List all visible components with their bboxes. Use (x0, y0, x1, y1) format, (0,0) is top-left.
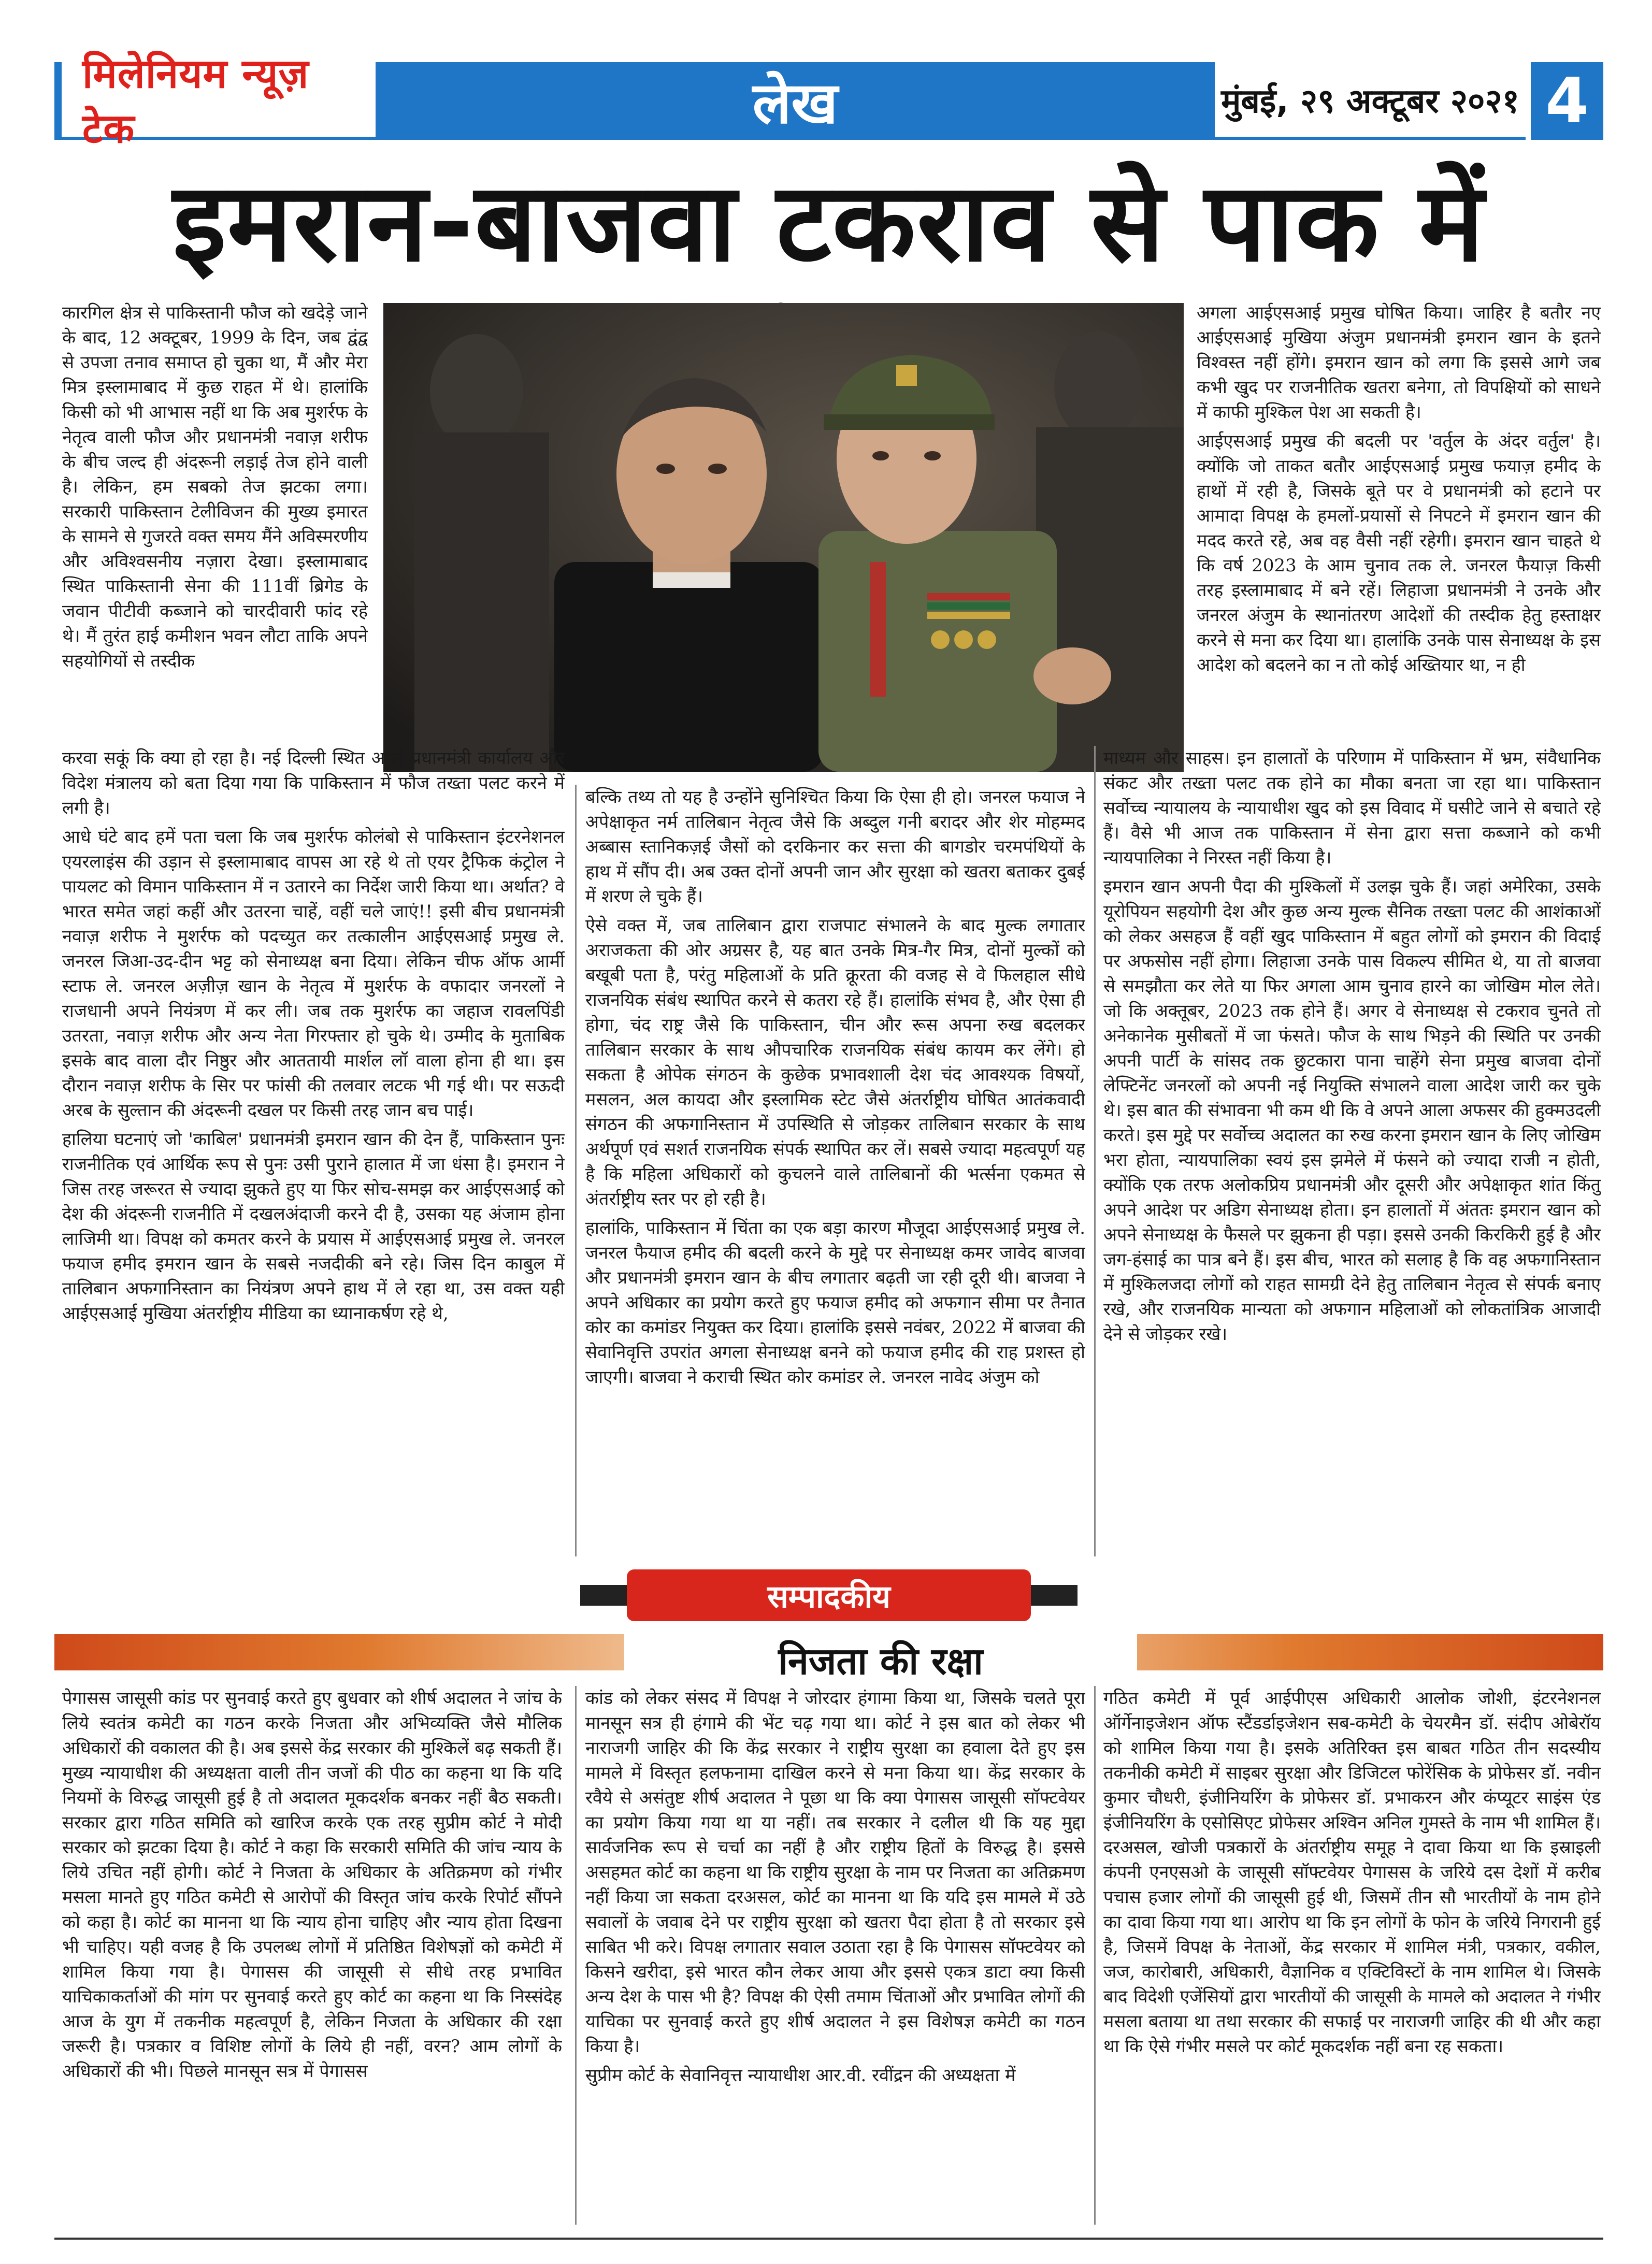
article-column-3-top (1197, 300, 1601, 751)
column-divider (575, 785, 577, 1556)
brand-name: मिलेनियम न्यूज़ टेक (82, 51, 309, 152)
label-bar (1026, 1585, 1078, 1606)
editorial-pill (627, 1569, 1031, 1621)
paragraph: बल्कि तथ्य तो यह है उन्होंने सुनिश्चित किया कि ऐसा ही हो। जनरल फयाज ने अपेक्षाकृत नर्म तालिबान नेतृत्व जैसे कि अब्दुल गनी बरादर और शेर मोहम्मद अब्बास स्तानिकज़ई जैसों को दरकिनार कर सत्ता की बागडोर चरमपंथियों के हाथ में सौंप दी। अब उक्त दोनों अपनी जान और सुरक्षा को खतरा बताकर दुबई में शरण ले चुके हैं। (585, 787, 1085, 907)
paragraph: कारगिल क्षेत्र से पाकिस्तानी फौज को खदेड़े जाने के बाद, 12 अक्टूबर, 1999 के दिन, जब द्वंद्व से उपजा तनाव समाप्त हो चुका था, मैं और मेरा मित्र इस्लामाबाद में कुछ राहत में थे। हालांकि किसी को भी आभास नहीं था कि अब मुशर्रफ के नेतृत्व वाली फौज और प्रधानमंत्री नवाज़ शरीफ के बीच जल्द ही अंदरूनी लड़ाई तेज होने वाली है। लेकिन, हम सबको तेज झटका लगा। सरकारी पाकिस्तान टेलीविजन की मुख्य इमारत के सामने से गुजरते वक्त समय मैंने अविस्मरणीय और अविश्वसनीय नज़ारा देखा। इस्लामाबाद स्थित पाकिस्तानी सेना की 111वीं ब्रिगेड के जवान पीटीवी कब्जाने को चारदीवारी फांद रहे थे। मैं तुरंत हाई कमीशन भवन लौटा ताकि अपने सहयोगियों से तस्दीक (62, 302, 368, 671)
paragraph: इमरान खान अपनी पैदा की मुश्किलों में उलझ चुके हैं। जहां अमेरिका, उसके यूरोपियन सहयोगी देश और कुछ अन्य मुल्क सैनिक तख्ता पलट की आशंकाओं को लेकर असहज हैं वहीं खुद पाकिस्तान में बहुत लोगों को इमरान की विदाई पर अफसोस नहीं होगा। लिहाजा उनके पास विकल्प सीमित थे, या तो बाजवा से समझौता कर लेते या फिर अगला आम चुनाव हारने का जोखिम मोल लेते। जो कि अक्तूबर, 2023 तक होने हैं। अगर वे सेनाध्यक्ष से टकराव चुनते तो अनेकानेक मुसीबतों में जा फंसते। फौज के साथ भिड़ने की स्थिति पर उनकी अपनी पार्टी के सांसद तक छुटकारा पाना चाहेंगे सेना प्रमुख बाजवा दोनों लेफ्टिनेंट जनरलों को अपनी नई नियुक्ति संभालने वाला आदेश जारी कर चुके थे। इस बात की संभावना भी कम थी कि वे अपने आला अफसर की हुक्मउदली करते। इस मुद्दे पर सर्वोच्च अदालत का रुख करना इमरान खान के लिए जोखिम भरा होता, न्यायपालिका स्वयं इस झमेले में फंसने को ज्यादा राजी न होती, क्योंकि एक तरफ अलोकप्रिय प्रधानमंत्री और दूसरी और अपेक्षाकृत शांत किंतु अपने आदेश पर अडिग सेनाध्यक्ष होता। इन हालातों में अंततः इमरान खान को अपने सेनाध्यक्ष के फैसले पर झुकना ही पड़ा। इससे उनकी किरकिरी हुई है और जग-हंसाई का पात्र बने हैं। इस बीच, भारत को सलाह है कि वह अफगानिस्तान में मुश्किलजदा लोगों को राहत सामग्री देने हेतु तालिबान नेतृत्व से संपर्क बनाए रखे, और राजनयिक मान्यता को अफगान महिलाओं को लोकतांत्रिक आजादी देने से जोड़कर रखे। (1103, 876, 1601, 1345)
dateline (1215, 62, 1526, 140)
article-column-1-bottom (62, 746, 565, 1559)
article-column-1-top (62, 300, 368, 746)
editorial-title-box (624, 1634, 1137, 1686)
editorial-column-3 (1103, 1686, 1601, 2225)
editorial-column-2 (585, 1686, 1085, 2225)
paragraph: माध्यम और साहस। इन हालातों के परिणाम में पाकिस्तान में भ्रम, संवैधानिक संकट और तख्ता पलट तक होने का मौका बनता जा रहा था। पाकिस्तान सर्वोच्च न्यायालय के न्यायाधीश खुद को इस विवाद में घसीटे जाने से बचाते रहे हैं। वैसे भी आज तक पाकिस्तान में सेना द्वारा सत्ता कब्जाने को कभी न्यायपालिका ने निरस्त नहीं किया है। (1103, 748, 1601, 868)
editorial-title: निजता की रक्षा (778, 1639, 983, 1683)
paragraph: सुप्रीम कोर्ट के सेवानिवृत्त न्यायाधीश आर.वी. रवींद्रन की अध्यक्षता में (585, 2065, 1016, 2086)
editorial-label (580, 1569, 1078, 1621)
article-headline: इमरान-बाजवा टकराव से पाक में (173, 159, 1485, 286)
paragraph: कांड को लेकर संसद में विपक्ष ने जोरदार हंगामा किया था, जिसके चलते पूरा मानसून सत्र ही हंगामे की भेंट चढ़ गया था। कोर्ट ने इस बात को लेकर भी नाराजगी जाहिर की कि केंद्र सरकार ने राष्ट्रीय सुरक्षा का हवाला देते हुए इस मामले में विस्तृत हलफनामा दाखिल करने से मना किया था। केंद्र सरकार के रवैये से असंतुष्ट शीर्ष अदालत ने पूछा था कि क्या पेगासस जासूसी सॉफ्टवेयर का प्रयोग किया गया था या नहीं। तब सरकार ने दलील थी कि यह मुद्दा सार्वजनिक रूप से चर्चा का नहीं है और राष्ट्रीय हितों के विरुद्ध है। इससे असहमत कोर्ट का कहना था कि राष्ट्रीय सुरक्षा के नाम पर निजता का अतिक्रमण नहीं किया जा सकता दरअसल, कोर्ट का मानना था कि यदि इस मामले में उठे सवालों के जवाब देने पर राष्ट्रीय सुरक्षा को खतरा पैदा होता है तो सरकार इसे साबित भी करे। विपक्ष लगातार सवाल उठाता रहा है कि पेगासस सॉफ्टवेयर को किसने खरीदा, इसे भारत कौन लेकर आया और इससे एकत्र डाटा क्या किसी अन्य देश के पास भी है? विपक्ष की ऐसी तमाम चिंताओं और प्रभावित लोगों की याचिका पर सुनवाई करते हुए शीर्ष अदालत ने इस विशेषज्ञ कमेटी का गठन किया है। (585, 1688, 1085, 2057)
news-photo (383, 303, 1184, 772)
article-column-3-bottom (1103, 746, 1601, 1556)
editorial-label-text: सम्पादकीय (767, 1579, 890, 1615)
paragraph: हालांकि, पाकिस्तान में चिंता का एक बड़ा कारण मौजूदा आईएसआई प्रमुख ले. जनरल फैयाज हमीद की बदली करने के मुद्दे पर सेनाध्यक्ष कमर जावेद बाजवा और प्रधानमंत्री इमरान खान के बीच लगातार बढ़ती जा रही दूरी थी। बाजवा ने अपने अधिकार का प्रयोग करते हुए फयाज हमीद को अफगान सीमा पर तैनात कोर का कमांडर नियुक्त कर दिया। हालांकि इससे नवंबर, 2022 में बाजवा की सेवानिवृत्ति उपरांत अगला सेनाध्यक्ष बनने को फयाज हमीद की राह प्रशस्त हो जाएगी। बाजवा ने कराची स्थित कोर कमांडर ले. जनरल नावेद अंजुम को (585, 1218, 1085, 1388)
article-column-2 (585, 785, 1085, 1556)
paragraph: आधे घंटे बाद हमें पता चला कि जब मुशर्रफ कोलंबो से पाकिस्तान इंटरनेशनल एयरलाइंस की उड़ान से इस्लामाबाद वापस आ रहे थे तो एयर ट्रैफिक कंट्रोल ने पायलट को विमान पाकिस्तान में न उतारने का निर्देश जारी किया था। अर्थात? वे भारत समेत जहां कहीं और उतरना चाहें, वहीं चले जाएं!! इसी बीच प्रधानमंत्री नवाज़ शरीफ ने मुशर्रफ को पदच्युत कर तत्कालीन आईएसआई प्रमुख ले. जनरल जिआ-उद-दीन भट्ट को सेनाध्यक्ष बना दिया। लेकिन चीफ ऑफ आर्मी स्टाफ ले. जनरल अज़ीज़ खान के नेतृत्व में मुशर्रफ के वफादार जनरलों ने राजधानी अपने नियंत्रण में कर ली। जब तक मुशर्रफ का जहाज रावलपिंडी उतरता, नवाज़ शरीफ और अन्य नेता गिरफ्तार हो चुके थे। उम्मीद के मुताबिक इसके बाद वाला दौर निष्ठुर और आततायी मार्शल लॉ वाला होना ही था। इस दौरान नवाज़ शरीफ के सिर पर फांसी की तलवार लटक भी गई थी। पर सऊदी अरब के सुल्तान की अंदरूनी दखल पर किसी तरह जान बच पाई। (62, 827, 565, 1121)
column-divider (1094, 746, 1096, 1556)
section-header (376, 62, 1215, 140)
paragraph: हालिया घटनाएं जो 'काबिल' प्रधानमंत्री इमरान खान की देन हैं, पाकिस्तान पुनः राजनीतिक एवं आर्थिक रूप से पुनः उसी पुराने हालात में जा धंसा है। इमरान ने जिस तरह जरूरत से ज्यादा झुकते हुए या फिर सोच-समझ कर आईएसआई को देश की अंदरूनी राजनीति में दखलअंदाजी करने दी है, उसका यह अंजाम होना लाजिमी था। विपक्ष को कमतर करने के प्रयास में आईएसआई प्रमुख ले. जनरल फयाज हमीद इमरान खान के सबसे नजदीकी बने रहे। जिस दिन काबुल में तालिबान अफगानिस्तान का नियंत्रण अपने हाथ में ले रहा था, उस वक्त यही आईएसआई मुखिया अंतर्राष्ट्रीय मीडिया का ध्यानाकर्षण रहे थे, (62, 1129, 565, 1324)
editorial-title-band (54, 1634, 1603, 1683)
paragraph: पेगासस जासूसी कांड पर सुनवाई करते हुए बुधवार को शीर्ष अदालत ने जांच के लिये स्वतंत्र कमेटी का गठन करके निजता और अभिव्यक्ति जैसे मौलिक अधिकारों की वकालत की है। अब इससे केंद्र सरकार की मुश्किलें बढ़ सकती हैं। मुख्य न्यायाधीश की अध्यक्षता वाली तीन जजों की पीठ का कहना था कि यदि नियमों के विरुद्ध जासूसी हुई है तो अदालत मूकदर्शक बनकर नहीं बैठ सकती। सरकार द्वारा गठित समिति को खारिज करके एक तरह सुप्रीम कोर्ट ने मोदी सरकार को झटका दिया है। कोर्ट ने कहा कि सरकारी समिति की जांच न्याय के लिये उचित नहीं होगी। कोर्ट ने निजता के अधिकार के अतिक्रमण को गंभीर मसला मानते हुए गठित कमेटी से आरोपों की विस्तृत जांच करके रिपोर्ट सौंपने को कहा है। कोर्ट का मानना था कि न्याय होना चाहिए और न्याय होता दिखना भी चाहिए। यही वजह है कि उपलब्ध लोगों में प्रतिष्ठित विशेषज्ञों को कमेटी में शामिल किया गया है। पेगासस की जासूसी से सीधे तरह प्रभावित याचिकाकर्ताओं की मांग पर सुनवाई करते हुए कोर्ट का कहना था कि निस्संदेह आज के युग में तकनीक महत्वपूर्ण है, लेकिन निजता के अधिकार की रक्षा जरूरी है। पत्रकार व विशिष्ट लोगों के लिये ही नहीं, वरन? आम लोगों के अधिकारों की भी। पिछले मानसून सत्र में पेगासस (62, 1688, 562, 2082)
masthead (54, 51, 1603, 152)
page-bottom-rule (54, 2238, 1603, 2240)
page-number-box (1526, 62, 1603, 140)
label-bar (580, 1585, 632, 1606)
column-divider (1094, 1686, 1096, 2225)
page-number: 4 (1545, 65, 1589, 137)
newspaper-brand (54, 51, 376, 152)
paragraph: आईएसआई प्रमुख की बदली पर 'वर्तुल के अंदर वर्तुल' है। क्योंकि जो ताकत बतौर आईएसआई प्रमुख फयाज़ हमीद के हाथों में रही है, जिसके बूते पर वे प्रधानमंत्री को हटाने पर आमादा विपक्ष के हमलों-प्रयासों से निपटने में इमरान खान की मदद करते रहे, अब वह वैसी नहीं रहेगी। इमरान खान चाहते थे कि वर्ष 2023 के आम चुनाव तक ले. जनरल फैयाज़ किसी तरह इस्लामाबाद में बने रहें। लिहाजा प्रधानमंत्री ने उनके और जनरल अंजुम के स्थानांतरण आदेशों की तस्दीक हेतु हस्ताक्षर करने से मना कर दिया था। हालांकि उनके पास सेनाध्यक्ष के इस आदेश को बदलने का न तो कोई अख्तियार था, न ही (1197, 431, 1601, 675)
section-name: लेख (752, 70, 838, 136)
paragraph: गठित कमेटी में पूर्व आईपीएस अधिकारी आलोक जोशी, इंटरनेशनल ऑर्गेनाइजेशन ऑफ स्टैंडर्डाइजेशन सब-कमेटी के चेयरमैन डॉ. संदीप ओबेरॉय को शामिल किया गया है। इसके अतिरिक्त इस बाबत गठित तीन सदस्यीय तकनीकी कमेटी में साइबर सुरक्षा और डिजिटल फोरेंसिक के प्रोफेसर डॉ. नवीन कुमार चौधरी, इंजीनियरिंग के प्रोफेसर डॉ. प्रभाकरन और कंप्यूटर साइंस एंड इंजीनियरिंग के एसोसिएट प्रोफेसर अश्विन अनिल गुमस्ते के नाम भी शामिल हैं। दरअसल, खोजी पत्रकारों के अंतर्राष्ट्रीय समूह ने दावा किया था कि इस्राइली कंपनी एनएसओ के जासूसी सॉफ्टवेयर पेगासस के जरिये दस देशों में करीब पचास हजार लोगों की जासूसी हुई थी, जिसमें तीन सौ भारतीयों के नाम होने का दावा किया गया था। आरोप था कि इन लोगों के फोन के जरिये निगरानी हुई है, जिसमें विपक्ष के नेताओं, केंद्र सरकार में शामिल मंत्री, पत्रकार, वकील, जज, कारोबारी, अधिकारी, वैज्ञानिक व एक्टिविस्टों के नाम शामिल थे। जिसके बाद विदेशी एजेंसियों द्वारा भारतीयों की जासूसी के मामले को अदालत ने गंभीर मसला बताया था तथा सरकार की सफाई पर नाराजगी जाहिर की थी और कहा था कि ऐसे गंभीर मसले पर कोर्ट मूकदर्शक नहीं बना रह सकता। (1103, 1688, 1601, 2057)
paragraph: ऐसे वक्त में, जब तालिबान द्वारा राजपाट संभालने के बाद मुल्क लगातार अराजकता की ओर अग्रसर है, यह बात उनके मित्र-गैर मित्र, दोनों मुल्कों को बखूबी पता है, परंतु महिलाओं के प्रति क्रूरता की वजह से वे फिलहाल सीधे राजनयिक संबंध स्थापित करने से कतरा रहे हैं। हालांकि संभव है, और ऐसा ही होगा, चंद राष्ट्र जैसे कि पाकिस्तान, चीन और रूस अपना रुख बदलकर तालिबान सरकार के साथ औपचारिक राजनयिक संबंध कायम कर लेंगे। हो सकता है ओपेक संगठन के कुछेक प्रभावशाली देश चंद आवश्यक विषयों, मसलन, अल कायदा और इस्लामिक स्टेट जैसे अंतर्राष्ट्रीय घोषित आतंकवादी संगठन की अफगानिस्तान में उपस्थिति से जोड़कर तालिबान सरकार के साथ अर्थपूर्ण एवं सशर्त राजनयिक संपर्क स्थापित कर लें। सबसे ज्यादा महत्वपूर्ण यह है कि महिला अधिकारों को कुचलने वाले तालिबानों की भर्त्सना एकमत से अंतर्राष्ट्रीय स्तर पर हो रही है। (585, 915, 1085, 1209)
paragraph: अगला आईएसआई प्रमुख घोषित किया। जाहिर है बतौर नए आईएसआई मुखिया अंजुम प्रधानमंत्री इमरान खान के इतने विश्वस्त नहीं होंगे। इमरान खान को लगा कि इससे आगे जब कभी खुद पर राजनीतिक खतरा बनेगा, तो विपक्षियों को साधने में काफी मुश्किल पेश आ सकती है। (1197, 302, 1601, 423)
edition-date: मुंबई, २९ अक्टूबर २०२१ (1221, 82, 1519, 121)
column-divider (575, 1686, 577, 2225)
photo-illustration (383, 303, 1184, 772)
paragraph: करवा सकूं कि क्या हो रहा है। नई दिल्ली स्थित अपने प्रधानमंत्री कार्यालय और विदेश मंत्रालय को बता दिया गया कि पाकिस्तान में फौज तख्ता पलट करने में लगी है। (62, 748, 565, 818)
editorial-column-1 (62, 1686, 562, 2225)
